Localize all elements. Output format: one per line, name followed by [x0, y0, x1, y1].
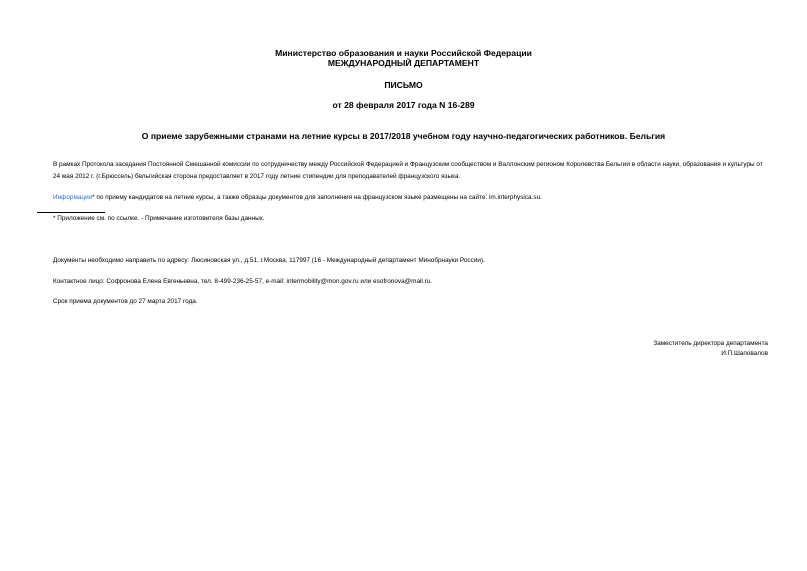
document-subject: О приеме зарубежными странами на летние курсы в 2017/2018 учебном году научно-педагогических работников. Бельгия	[141, 131, 666, 141]
signatory-position: Заместитель директора департамента	[653, 340, 768, 347]
document-type: ПИСЬМО	[384, 80, 423, 90]
info-paragraph	[53, 192, 542, 203]
intro-paragraph-text: В рамках Протокола заседания Постоянной Смешанной комиссии по сотрудничеству между Российской Федерацией и Французским сообществом и Валлонским регионом Королевства Бельгии в области науки, образования и культуры от 24 мая 2012 г. (г.Брюссель) бельгийская сторона предоставляет в 2017 году летние стипендии для преподавателей французского языка.	[53, 161, 763, 180]
address-line: Документы необходимо направить по адресу: Люсиновская ул., д.51, г.Москва, 117997 (16 - Международный департамент Минобрнауки России).	[53, 257, 485, 264]
ministry-name: Министерство образования и науки Российской Федерации	[275, 48, 532, 58]
info-link[interactable]: Информация	[53, 194, 93, 201]
intro-paragraph	[37, 159, 770, 182]
signatory-name: И.П.Шаповалов	[721, 350, 768, 357]
document-date-number: от 28 февраля 2017 года N 16-289	[332, 100, 475, 110]
footnote-text: * Приложение см. по ссылке. - Примечание изготовителя базы данных.	[53, 215, 265, 222]
info-paragraph-text: * по приему кандидатов на летние курсы, а также образцы документов для заполнения на французском языке размещены на сайте: im.interphysica.su.	[92, 194, 542, 201]
department-name: МЕЖДУНАРОДНЫЙ ДЕПАРТАМЕНТ	[327, 58, 480, 68]
deadline-line: Срок приема документов до 27 марта 2017 года.	[53, 298, 198, 305]
contact-line: Контактное лицо: Софронова Елена Евгеньевна, тел. 8-499-236-25-57, e-mail: intermobility@mon.gov.ru или esofronova@mail.ru.	[53, 278, 433, 285]
